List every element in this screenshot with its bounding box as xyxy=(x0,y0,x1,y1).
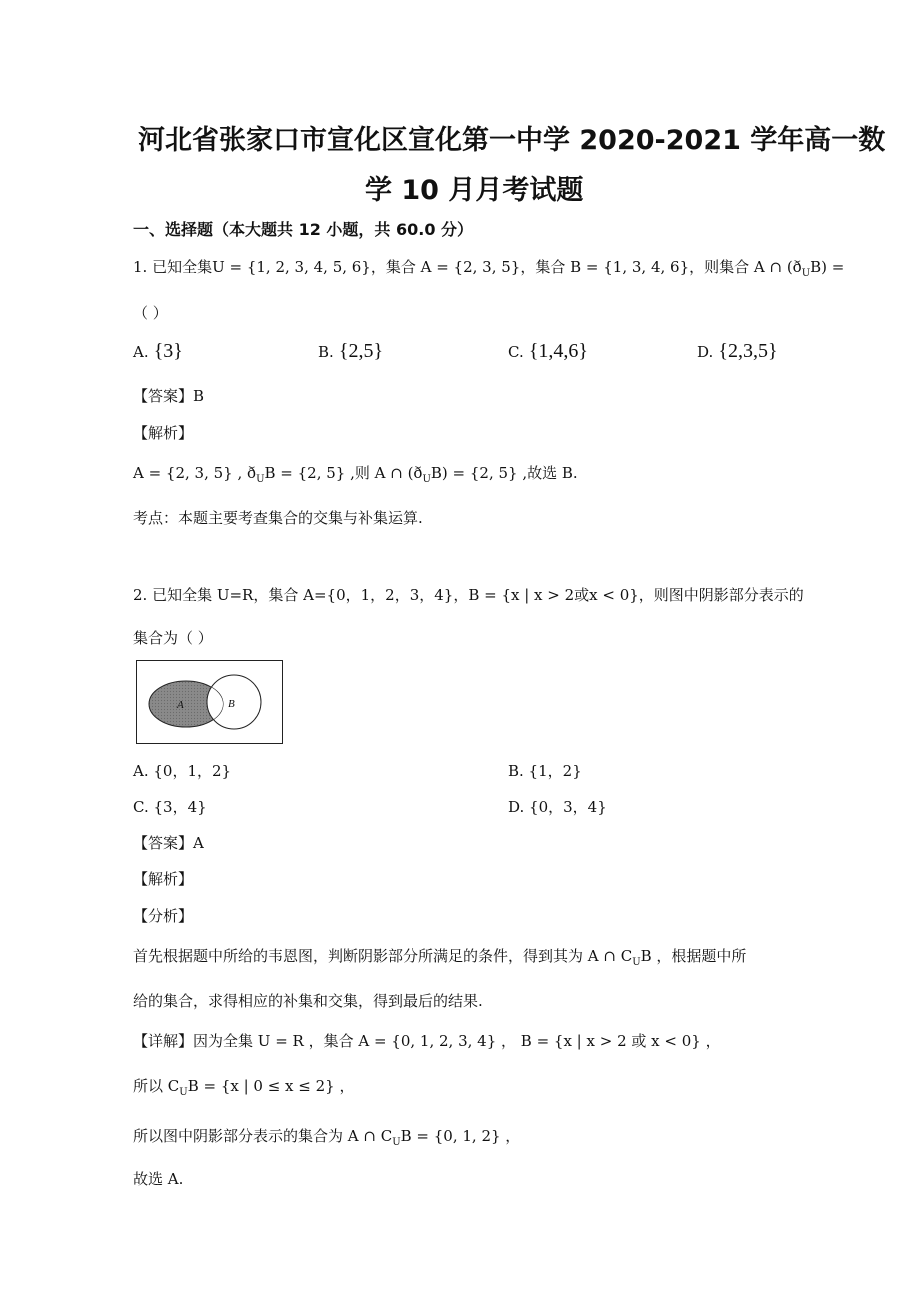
q1-answer-tag: 【答案】 xyxy=(133,387,194,405)
q2-option-b: B. {1，2} xyxy=(508,762,582,780)
q1-analysis-text: A = {2, 3, 5} , ð xyxy=(133,464,257,482)
q2-detail-line4: 故选 A. xyxy=(133,1170,184,1188)
q2-fenxi-sub: U xyxy=(632,957,641,968)
q1-analysis-text2: B = {2, 5} ,则 A ∩ (ð xyxy=(264,464,423,482)
q1-stem-text: 1. 已知全集U = {1, 2, 3, 4, 5, 6}，集合 A = {2, 3, 5}，集合 B = {1, 3, 4, 6}，则集合 A ∩ (ð xyxy=(133,258,802,276)
q2-detail-text2a: 所以 C xyxy=(133,1077,180,1095)
q1-option-d-label: D. xyxy=(697,343,714,361)
q2-fenxi-text1b: B ，根据题中所 xyxy=(640,947,747,965)
venn-diagram xyxy=(136,660,286,750)
q2-answer-value: A xyxy=(193,834,204,852)
q1-stem-sub: U xyxy=(801,268,811,279)
venn-label-a: A xyxy=(177,699,184,711)
q1-option-a-label: A. xyxy=(133,343,149,361)
q2-detail-text2b: B = {x | 0 ≤ x ≤ 2} ， xyxy=(187,1077,355,1095)
q1-option-a-value: {3} xyxy=(153,340,183,362)
q2-option-c: C. {3，4} xyxy=(133,798,207,816)
q2-fenxi-tag: 【分析】 xyxy=(133,907,194,925)
q2-stem: 2. 已知全集 U=R，集合 A={0，1，2，3，4}，B = {x | x > 2或x < 0}，则图中阴影部分表示的 xyxy=(133,586,804,604)
document-title-line1: 河北省张家口市宣化区宣化第一中学 2020-2021 学年高一数 xyxy=(138,125,886,156)
q2-detail-sub2: U xyxy=(179,1087,188,1098)
q1-option-c-label: C. xyxy=(508,343,524,361)
document-title-line2: 学 10 月月考试题 xyxy=(365,175,584,206)
q1-stem-end: B) = xyxy=(810,258,845,276)
q2-answer-tag: 【答案】 xyxy=(133,834,194,852)
q2-detail-text1: 因为全集 U = R ，集合 A = {0, 1, 2, 3, 4} ， B = {x | x > 2 或 x < 0} ， xyxy=(193,1032,721,1050)
q2-detail-text3a: 所以图中阴影部分表示的集合为 A ∩ C xyxy=(133,1127,393,1145)
q2-answer xyxy=(133,832,204,853)
q2-option-a: A. {0，1，2} xyxy=(133,762,232,780)
q2-fenxi-text1: 首先根据题中所给的韦恩图，判断阴影部分所满足的条件，得到其为 A ∩ C xyxy=(133,947,633,965)
q1-stem xyxy=(133,256,844,279)
q1-option-a xyxy=(133,340,183,363)
q2-detail-text3b: B = {0, 1, 2} ， xyxy=(400,1127,521,1145)
q1-analysis-text3: B) = {2, 5} ,故选 B. xyxy=(430,464,578,482)
q2-detail-line3 xyxy=(133,1125,520,1148)
q1-answer xyxy=(133,385,204,406)
q1-analysis-sub: U xyxy=(256,474,265,485)
q1-option-b-label: B. xyxy=(318,343,334,361)
q2-fenxi-line2: 给的集合，求得相应的补集和交集，得到最后的结果. xyxy=(133,992,483,1010)
q1-option-d xyxy=(697,340,778,363)
q2-detail-line2 xyxy=(133,1075,354,1098)
venn-label-b: B xyxy=(228,698,235,710)
q2-detail-line1 xyxy=(133,1030,721,1051)
q1-option-d-value: {2,3,5} xyxy=(718,340,778,362)
section-heading: 一、选择题（本大题共 12 小题，共 60.0 分） xyxy=(133,220,474,239)
q2-detail-sub3: U xyxy=(392,1137,401,1148)
q1-option-b xyxy=(318,340,383,363)
q2-stem-line2: 集合为（ ） xyxy=(133,629,213,647)
q2-fenxi-line1 xyxy=(133,945,746,968)
q1-analysis xyxy=(133,462,578,485)
q2-analysis-tag: 【解析】 xyxy=(133,870,194,888)
q1-note: 考点：本题主要考查集合的交集与补集运算. xyxy=(133,509,423,527)
q2-detail-tag: 【详解】 xyxy=(133,1032,194,1050)
q2-option-d: D. {0，3，4} xyxy=(508,798,607,816)
q1-option-c xyxy=(508,340,588,363)
q1-answer-value: B xyxy=(193,387,205,405)
q1-option-c-value: {1,4,6} xyxy=(528,340,589,362)
q1-analysis-tag: 【解析】 xyxy=(133,424,194,442)
q1-option-b-value: {2,5} xyxy=(338,340,384,362)
q1-paren: （ ） xyxy=(133,304,168,322)
q1-analysis-sub2: U xyxy=(422,474,431,485)
